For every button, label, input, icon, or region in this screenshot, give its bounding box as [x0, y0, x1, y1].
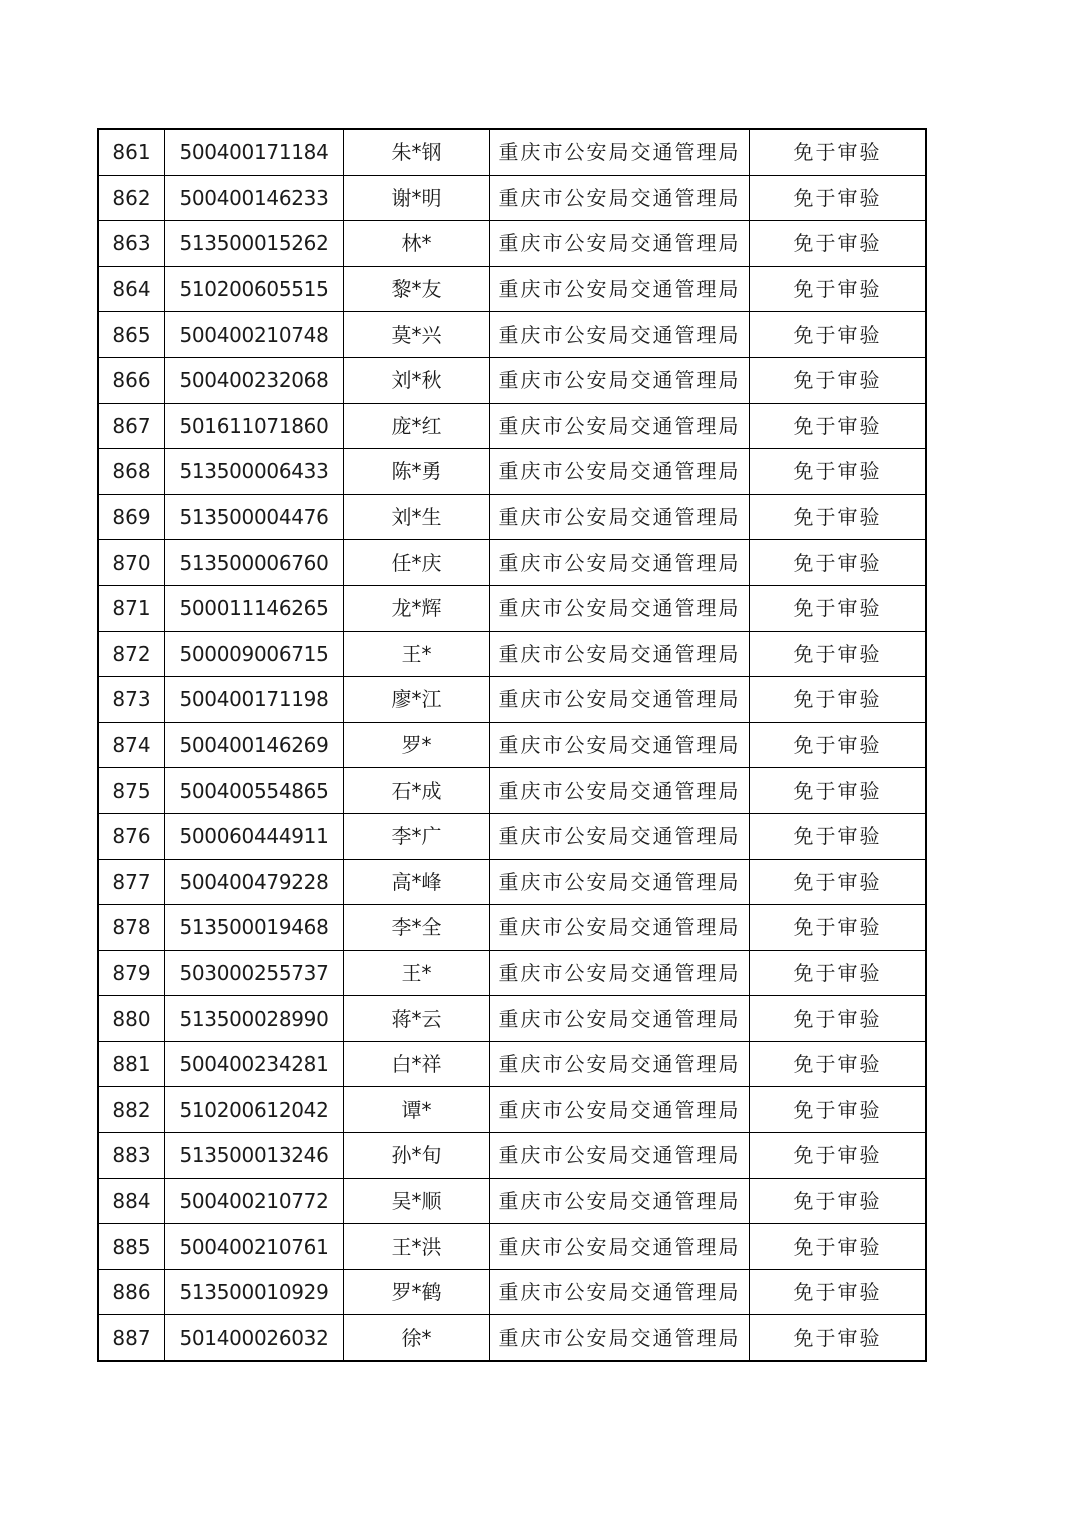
cell-serial-number: 874 [98, 722, 165, 768]
cell-serial-number: 878 [98, 905, 165, 951]
cell-person-name: 任*庆 [344, 540, 490, 586]
table-row [98, 449, 926, 495]
cell-person-name: 高*峰 [344, 859, 490, 905]
table-row [98, 221, 926, 267]
cell-serial-number: 875 [98, 768, 165, 814]
cell-review-result: 免于审验 [750, 996, 927, 1042]
cell-issuing-authority: 重庆市公安局交通管理局 [490, 129, 750, 175]
cell-license-number: 513500019468 [165, 905, 344, 951]
cell-person-name: 谭* [344, 1087, 490, 1133]
cell-issuing-authority: 重庆市公安局交通管理局 [490, 1133, 750, 1179]
cell-person-name: 朱*钢 [344, 129, 490, 175]
cell-issuing-authority: 重庆市公安局交通管理局 [490, 357, 750, 403]
cell-serial-number: 876 [98, 813, 165, 859]
cell-issuing-authority: 重庆市公安局交通管理局 [490, 494, 750, 540]
cell-serial-number: 861 [98, 129, 165, 175]
cell-issuing-authority: 重庆市公安局交通管理局 [490, 540, 750, 586]
cell-license-number: 500009006715 [165, 631, 344, 677]
cell-license-number: 500400210772 [165, 1178, 344, 1224]
table-row [98, 722, 926, 768]
cell-review-result: 免于审验 [750, 722, 927, 768]
cell-review-result: 免于审验 [750, 1087, 927, 1133]
cell-license-number: 500400479228 [165, 859, 344, 905]
table-row [98, 129, 926, 175]
table-row [98, 585, 926, 631]
table-row [98, 1315, 926, 1361]
cell-issuing-authority: 重庆市公安局交通管理局 [490, 859, 750, 905]
cell-review-result: 免于审验 [750, 449, 927, 495]
cell-license-number: 500400210761 [165, 1224, 344, 1270]
cell-issuing-authority: 重庆市公安局交通管理局 [490, 403, 750, 449]
cell-person-name: 廖*江 [344, 677, 490, 723]
cell-license-number: 500400146233 [165, 175, 344, 221]
cell-license-number: 500400234281 [165, 1041, 344, 1087]
cell-review-result: 免于审验 [750, 768, 927, 814]
cell-person-name: 王* [344, 631, 490, 677]
table-row [98, 905, 926, 951]
cell-person-name: 王* [344, 950, 490, 996]
cell-license-number: 513500006760 [165, 540, 344, 586]
cell-person-name: 孙*旬 [344, 1133, 490, 1179]
cell-serial-number: 887 [98, 1315, 165, 1361]
table-row [98, 996, 926, 1042]
cell-review-result: 免于审验 [750, 357, 927, 403]
cell-issuing-authority: 重庆市公安局交通管理局 [490, 1315, 750, 1361]
cell-license-number: 500400232068 [165, 357, 344, 403]
cell-serial-number: 867 [98, 403, 165, 449]
cell-issuing-authority: 重庆市公安局交通管理局 [490, 950, 750, 996]
cell-review-result: 免于审验 [750, 585, 927, 631]
cell-issuing-authority: 重庆市公安局交通管理局 [490, 996, 750, 1042]
cell-review-result: 免于审验 [750, 266, 927, 312]
table-row [98, 494, 926, 540]
cell-license-number: 500060444911 [165, 813, 344, 859]
cell-license-number: 500400171198 [165, 677, 344, 723]
cell-serial-number: 868 [98, 449, 165, 495]
cell-issuing-authority: 重庆市公安局交通管理局 [490, 813, 750, 859]
cell-serial-number: 872 [98, 631, 165, 677]
cell-license-number: 510200605515 [165, 266, 344, 312]
cell-serial-number: 865 [98, 312, 165, 358]
cell-person-name: 刘*秋 [344, 357, 490, 403]
cell-person-name: 庞*红 [344, 403, 490, 449]
table-row [98, 1178, 926, 1224]
cell-license-number: 500400554865 [165, 768, 344, 814]
cell-person-name: 石*成 [344, 768, 490, 814]
cell-person-name: 莫*兴 [344, 312, 490, 358]
cell-review-result: 免于审验 [750, 129, 927, 175]
cell-review-result: 免于审验 [750, 1133, 927, 1179]
cell-serial-number: 882 [98, 1087, 165, 1133]
cell-serial-number: 866 [98, 357, 165, 403]
cell-serial-number: 862 [98, 175, 165, 221]
cell-person-name: 李*广 [344, 813, 490, 859]
cell-license-number: 513500010929 [165, 1269, 344, 1315]
cell-issuing-authority: 重庆市公安局交通管理局 [490, 585, 750, 631]
table-row [98, 1269, 926, 1315]
cell-issuing-authority: 重庆市公安局交通管理局 [490, 905, 750, 951]
cell-serial-number: 879 [98, 950, 165, 996]
cell-review-result: 免于审验 [750, 859, 927, 905]
cell-person-name: 吴*顺 [344, 1178, 490, 1224]
cell-serial-number: 881 [98, 1041, 165, 1087]
cell-review-result: 免于审验 [750, 494, 927, 540]
cell-license-number: 500400146269 [165, 722, 344, 768]
cell-serial-number: 884 [98, 1178, 165, 1224]
cell-license-number: 500400210748 [165, 312, 344, 358]
cell-license-number: 513500028990 [165, 996, 344, 1042]
cell-person-name: 刘*生 [344, 494, 490, 540]
cell-serial-number: 880 [98, 996, 165, 1042]
cell-review-result: 免于审验 [750, 175, 927, 221]
cell-license-number: 500400171184 [165, 129, 344, 175]
cell-issuing-authority: 重庆市公安局交通管理局 [490, 175, 750, 221]
table-row [98, 631, 926, 677]
table-row [98, 813, 926, 859]
cell-issuing-authority: 重庆市公安局交通管理局 [490, 312, 750, 358]
cell-license-number: 513500004476 [165, 494, 344, 540]
table-row [98, 677, 926, 723]
cell-license-number: 501611071860 [165, 403, 344, 449]
table-row [98, 1133, 926, 1179]
cell-person-name: 罗*鹤 [344, 1269, 490, 1315]
cell-license-number: 503000255737 [165, 950, 344, 996]
cell-issuing-authority: 重庆市公安局交通管理局 [490, 1224, 750, 1270]
cell-review-result: 免于审验 [750, 813, 927, 859]
cell-serial-number: 877 [98, 859, 165, 905]
cell-review-result: 免于审验 [750, 677, 927, 723]
cell-person-name: 徐* [344, 1315, 490, 1361]
cell-license-number: 500011146265 [165, 585, 344, 631]
cell-issuing-authority: 重庆市公安局交通管理局 [490, 1087, 750, 1133]
cell-person-name: 陈*勇 [344, 449, 490, 495]
cell-person-name: 谢*明 [344, 175, 490, 221]
cell-review-result: 免于审验 [750, 1224, 927, 1270]
cell-person-name: 李*全 [344, 905, 490, 951]
cell-review-result: 免于审验 [750, 905, 927, 951]
cell-review-result: 免于审验 [750, 1178, 927, 1224]
table-row [98, 1087, 926, 1133]
cell-issuing-authority: 重庆市公安局交通管理局 [490, 449, 750, 495]
cell-license-number: 513500015262 [165, 221, 344, 267]
document-table-container [97, 128, 927, 1362]
cell-serial-number: 886 [98, 1269, 165, 1315]
cell-serial-number: 883 [98, 1133, 165, 1179]
cell-issuing-authority: 重庆市公安局交通管理局 [490, 1041, 750, 1087]
cell-issuing-authority: 重庆市公安局交通管理局 [490, 768, 750, 814]
cell-person-name: 蒋*云 [344, 996, 490, 1042]
cell-issuing-authority: 重庆市公安局交通管理局 [490, 631, 750, 677]
cell-person-name: 罗* [344, 722, 490, 768]
table-row [98, 768, 926, 814]
cell-person-name: 林* [344, 221, 490, 267]
cell-review-result: 免于审验 [750, 540, 927, 586]
cell-issuing-authority: 重庆市公安局交通管理局 [490, 722, 750, 768]
cell-issuing-authority: 重庆市公安局交通管理局 [490, 221, 750, 267]
cell-license-number: 510200612042 [165, 1087, 344, 1133]
table-row [98, 950, 926, 996]
cell-serial-number: 863 [98, 221, 165, 267]
cell-review-result: 免于审验 [750, 403, 927, 449]
cell-issuing-authority: 重庆市公安局交通管理局 [490, 677, 750, 723]
table-row [98, 312, 926, 358]
cell-review-result: 免于审验 [750, 1269, 927, 1315]
table-body [98, 129, 926, 1361]
table-row [98, 1224, 926, 1270]
table-row [98, 403, 926, 449]
cell-person-name: 白*祥 [344, 1041, 490, 1087]
table-row [98, 859, 926, 905]
cell-issuing-authority: 重庆市公安局交通管理局 [490, 1178, 750, 1224]
cell-serial-number: 869 [98, 494, 165, 540]
cell-review-result: 免于审验 [750, 221, 927, 267]
cell-person-name: 黎*友 [344, 266, 490, 312]
cell-review-result: 免于审验 [750, 631, 927, 677]
exemption-table [97, 128, 927, 1362]
cell-license-number: 513500013246 [165, 1133, 344, 1179]
cell-serial-number: 873 [98, 677, 165, 723]
cell-serial-number: 885 [98, 1224, 165, 1270]
cell-serial-number: 870 [98, 540, 165, 586]
cell-review-result: 免于审验 [750, 1041, 927, 1087]
table-row [98, 266, 926, 312]
cell-serial-number: 871 [98, 585, 165, 631]
cell-issuing-authority: 重庆市公安局交通管理局 [490, 266, 750, 312]
cell-license-number: 501400026032 [165, 1315, 344, 1361]
table-row [98, 357, 926, 403]
cell-issuing-authority: 重庆市公安局交通管理局 [490, 1269, 750, 1315]
table-row [98, 175, 926, 221]
cell-review-result: 免于审验 [750, 312, 927, 358]
table-row [98, 1041, 926, 1087]
cell-license-number: 513500006433 [165, 449, 344, 495]
cell-person-name: 龙*辉 [344, 585, 490, 631]
cell-person-name: 王*洪 [344, 1224, 490, 1270]
cell-serial-number: 864 [98, 266, 165, 312]
cell-review-result: 免于审验 [750, 950, 927, 996]
table-row [98, 540, 926, 586]
cell-review-result: 免于审验 [750, 1315, 927, 1361]
